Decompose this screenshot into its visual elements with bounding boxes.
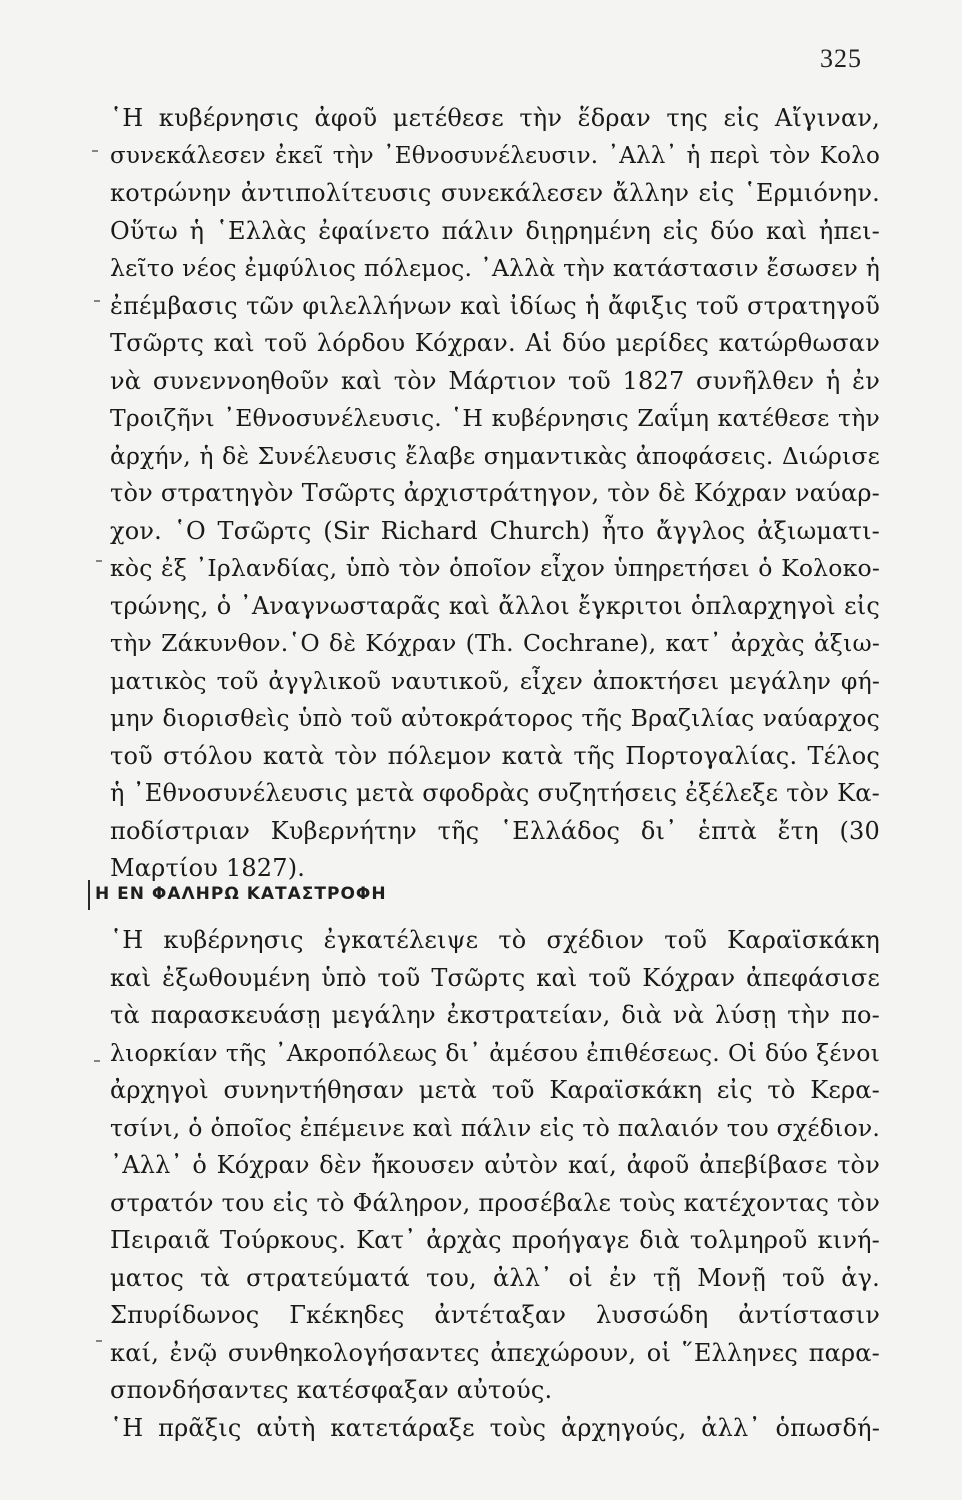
- paragraph1-line: ἀρχήν, ἡ δὲ Συνέλευσις ἔλαβε σημαντικὰς ἀποφάσεις. Διώρισε: [110, 441, 880, 470]
- paragraph-3: [110, 1410, 880, 1448]
- margin-mark: [96, 560, 102, 562]
- paragraph1-line: χον. ῾Ο Τσῶρτς (Sir Richard Church) ἦτο ἄγγλος ἀξιωματι-: [110, 516, 880, 545]
- paragraph1-line: συνεκάλεσεν ἐκεῖ τὴν ᾿Εθνοσυνέλευσιν. ᾿Αλλ᾿ ἡ περὶ τὸν Κολο: [110, 142, 880, 169]
- paragraph1-line: μην διορισθεὶς ὑπὸ τοῦ αὐτοκράτορος τῆς Βραζιλίας ναύαρχος: [110, 704, 880, 732]
- paragraph2-line: Πειραιᾶ Τούρκους. Κατ᾿ ἀρχὰς προήγαγε διὰ τολμηροῦ κινή-: [110, 1226, 880, 1254]
- paragraph1-line: ματικὸς τοῦ ἀγγλικοῦ ναυτικοῦ, εἶχεν ἀποκτήσει μεγάλην φή-: [110, 666, 880, 695]
- paragraph2-line: ῾Η κυβέρνησις ἐγκατέλειψε τὸ σχέδιον τοῦ Καραϊσκάκη: [110, 926, 880, 954]
- paragraph1-line: ἡ ᾿Εθνοσυνέλευσις μετὰ σφοδρὰς συζητήσεις ἐξέλεξε τὸν Κα-: [110, 779, 880, 807]
- margin-mark: [92, 150, 98, 152]
- paragraph2-line: καὶ ἐξωθουμένη ὑπὸ τοῦ Τσῶρτς καὶ τοῦ Κόχραν ἀπεφάσισε: [110, 963, 880, 992]
- paragraph1-line: τὴν Ζάκυνθον.῾Ο δὲ Κόχραν (Th. Cochrane), κατ᾿ ἀρχὰς ἀξιω-: [110, 629, 880, 657]
- paragraph1-line: νὰ συνεννοηθοῦν καὶ τὸν Μάρτιον τοῦ 1827 συνῆλθεν ἡ ἐν: [110, 366, 880, 395]
- margin-mark: [94, 300, 100, 302]
- paragraph2-line: στρατόν του εἰς τὸ Φάληρον, προσέβαλε τοὺς κατέχοντας τὸν: [110, 1188, 880, 1217]
- paragraph2-line: τσίνι, ὁ ὁποῖος ἐπέμεινε καὶ πάλιν εἰς τὸ παλαιόν του σχέδιον.: [110, 1113, 880, 1142]
- paragraph3-line: ῾Η πρᾶξις αὐτὴ κατετάραξε τοὺς ἀρχηγούς, ἀλλ᾿ ὁπωσδή-: [110, 1414, 880, 1442]
- paragraph1-line: Οὕτω ἡ ῾Ελλὰς ἐφαίνετο πάλιν διῃρημένη εἰς δύο καὶ ἠπει-: [110, 216, 880, 245]
- margin-mark: [94, 1060, 100, 1062]
- paragraph2-line: σπονδήσαντες κατέσφαξαν αὐτούς.: [110, 1376, 553, 1404]
- paragraph2-line: τὰ παρασκευάσῃ μεγάλην ἐκστρατείαν, διὰ νὰ λύσῃ τὴν πο-: [110, 1001, 880, 1029]
- paragraph1-line: λεῖτο νέος ἐμφύλιος πόλεμος. ᾿Αλλὰ τὴν κατάστασιν ἔσωσεν ἡ: [110, 254, 880, 282]
- paragraph1-line: τρώνης, ὁ ᾿Αναγνωσταρᾶς καὶ ἄλλοι ἔγκριτοι ὁπλαρχηγοὶ εἰς: [110, 591, 880, 620]
- paragraph2-line: καί, ἐνῷ συνθηκολογήσαντες ἀπεχώρουν, οἱ ῞Ελληνες παρα-: [110, 1338, 880, 1367]
- paragraph2-line: λιορκίαν τῆς ᾿Ακροπόλεως δι᾿ ἀμέσου ἐπιθέσεως. Οἱ δύο ξένοι: [110, 1038, 880, 1067]
- paragraph1-line: τοῦ στόλου κατὰ τὸν πόλεμον κατὰ τῆς Πορτογαλίας. Τέλος: [110, 741, 880, 770]
- margin-mark: [96, 1340, 102, 1342]
- paragraph1-line: κὸς ἐξ ᾿Ιρλανδίας, ὑπὸ τὸν ὁποῖον εἶχον ὑπηρετήσει ὁ Κολοκο-: [110, 554, 880, 582]
- section-heading: Η ΕΝ ΦΑΛΗΡΩ ΚΑΤΑΣΤΡΟΦΗ: [95, 884, 387, 904]
- paragraph1-line: κοτρώνην ἀντιπολίτευσις συνεκάλεσεν ἄλλην εἰς ῾Ερμιόνην.: [110, 179, 880, 207]
- paragraph1-line: Τσῶρτς καὶ τοῦ λόρδου Κόχραν. Αἱ δύο μερίδες κατώρθωσαν: [110, 329, 880, 357]
- paragraph1-line: τὸν στρατηγὸν Τσῶρτς ἀρχιστράτηγον, τὸν δὲ Κόχραν ναύαρ-: [110, 479, 880, 507]
- paragraph-1: [110, 100, 880, 888]
- page-number: 325: [820, 44, 862, 73]
- paragraph-2: [110, 922, 880, 1410]
- paragraph1-line: ἐπέμβασις τῶν φιλελλήνων καὶ ἰδίως ἡ ἄφιξις τοῦ στρατηγοῦ: [110, 291, 880, 320]
- heading-margin-rule: [88, 880, 90, 910]
- paragraph1-line: ῾Η κυβέρνησις ἀφοῦ μετέθεσε τὴν ἕδραν της εἰς Αἴγιναν,: [110, 104, 880, 132]
- paragraph2-line: ᾿Αλλ᾿ ὁ Κόχραν δὲν ἤκουσεν αὐτὸν καί, ἀφοῦ ἀπεβίβασε τὸν: [110, 1151, 880, 1179]
- paragraph1-line: Τροιζῆνι ᾿Εθνοσυνέλευσις. ῾Η κυβέρνησις Ζαΐμη κατέθεσε τὴν: [110, 404, 880, 432]
- paragraph2-line: ματος τὰ στρατεύματά του, ἀλλ᾿ οἱ ἐν τῇ Μονῇ τοῦ ἁγ.: [110, 1263, 880, 1292]
- paragraph1-line: ποδίστριαν Κυβερνήτην τῆς ῾Ελλάδος δι᾿ ἑπτὰ ἔτη (30: [110, 816, 880, 845]
- paragraph1-line: Μαρτίου 1827).: [110, 854, 306, 882]
- paragraph2-line: Σπυρίδωνος Γκέκηδες ἀντέταξαν λυσσώδη ἀντίστασιν: [110, 1301, 880, 1329]
- paragraph2-line: ἀρχηγοὶ συνηντήθησαν μετὰ τοῦ Καραϊσκάκη εἰς τὸ Κερα-: [110, 1076, 880, 1104]
